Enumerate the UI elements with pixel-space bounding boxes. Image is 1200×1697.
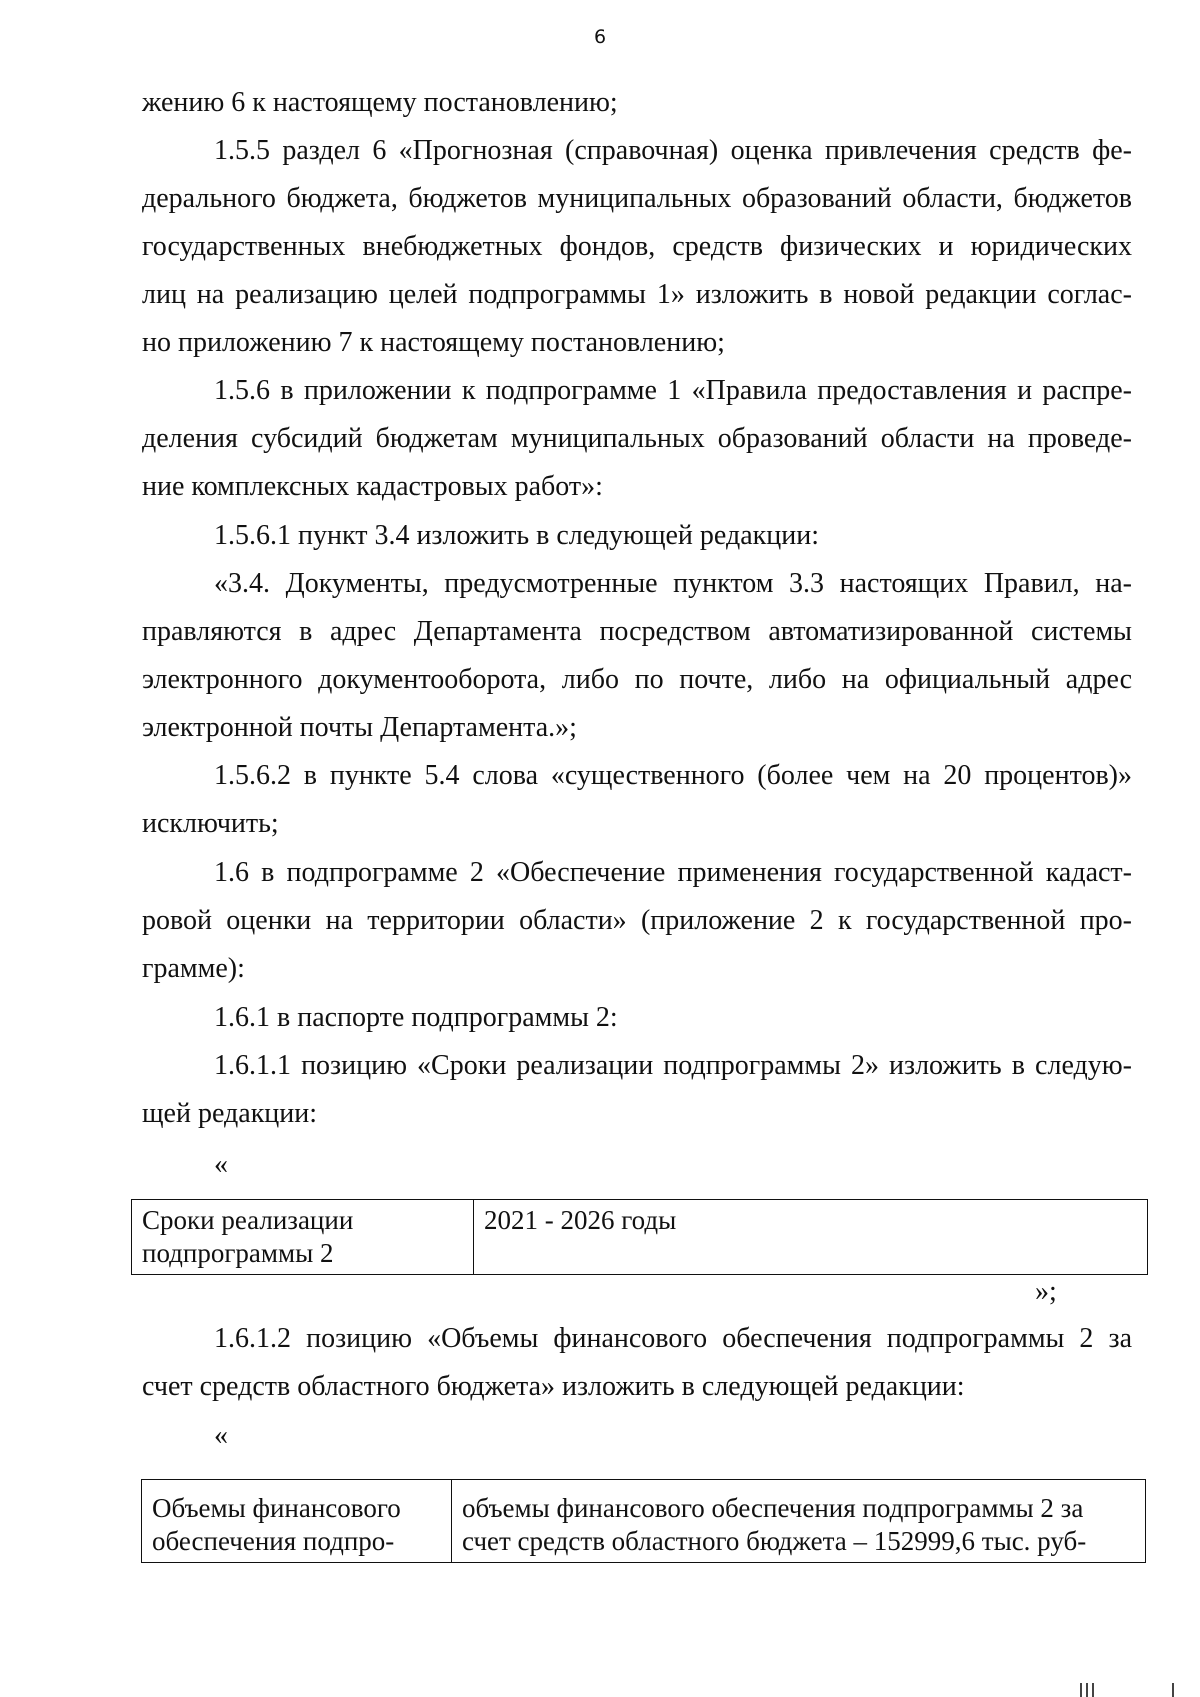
table-cell-label [142,1480,452,1563]
text-line: государственных внебюджетных фондов, средств физических и юридических [142,231,1132,262]
scan-mark [1092,1683,1094,1697]
scan-mark [1086,1683,1088,1697]
page-number: 6 [593,26,607,48]
table-row [132,1200,1148,1275]
text-line: лиц на реализацию целей подпрограммы 1» изложить в новой редакции соглас- [142,279,1132,310]
text-line: дерального бюджета, бюджетов муниципальных образований области, бюджетов [142,183,1132,214]
text-line: исключить; [142,808,279,839]
text-line: деления субсидий бюджетам муниципальных образований области на проведе- [142,423,1132,454]
table-cell-label [132,1200,474,1275]
text-line: грамме): [142,953,245,984]
text-line: ровой оценки на территории области» (приложение 2 к государственной про- [142,905,1132,936]
scan-mark [1080,1683,1082,1697]
close-quote: »; [1035,1276,1057,1307]
text-line: 1.6.1.2 позицию «Объемы финансового обеспечения подпрограммы 2 за [214,1323,1132,1354]
cell-text: счет средств областного бюджета – 152999,6 тыс. руб- [462,1526,1087,1556]
cell-text: Сроки реализации [142,1205,354,1235]
text-line: но приложению 7 к настоящему постановлению; [142,327,725,358]
cell-text: объемы финансового обеспечения подпрограммы 2 за [462,1493,1084,1523]
text-line: щей редакции: [142,1098,318,1129]
text-line: «3.4. Документы, предусмотренные пунктом 3.3 настоящих Правил, на- [214,568,1132,599]
text-line: 1.6.1 в паспорте подпрограммы 2: [214,1002,618,1033]
table-cell-value [452,1480,1146,1563]
text-line: электронного документооборота, либо по почте, либо на официальный адрес [142,664,1132,695]
text-line: 1.5.6 в приложении к подпрограмме 1 «Правила предоставления и распре- [214,375,1132,406]
text-line: жению 6 к настоящему постановлению; [142,87,618,118]
text-line: 1.5.6.2 в пункте 5.4 слова «существенного (более чем на 20 процентов)» [214,760,1132,791]
period-table [131,1199,1148,1275]
open-quote: « [214,1149,228,1180]
open-quote: « [214,1420,228,1451]
scan-mark [1172,1683,1174,1697]
text-line: правляются в адрес Департамента посредством автоматизированной системы [142,616,1132,647]
table-cell-value [474,1200,1148,1275]
text-line: электронной почты Департамента.»; [142,712,577,743]
text-line: счет средств областного бюджета» изложить в следующей редакции: [142,1371,965,1402]
text-line: 1.5.5 раздел 6 «Прогнозная (справочная) оценка привлечения средств фе- [214,135,1132,166]
cell-text: 2021 - 2026 годы [484,1205,677,1235]
cell-text: подпрограммы 2 [142,1238,334,1268]
table-row [142,1480,1146,1563]
text-line: 1.6.1.1 позицию «Сроки реализации подпрограммы 2» изложить в следую- [214,1050,1132,1081]
text-line: 1.6 в подпрограмме 2 «Обеспечение применения государственной кадаст- [214,857,1132,888]
text-line: 1.5.6.1 пункт 3.4 изложить в следующей редакции: [214,520,819,551]
cell-text: Объемы финансового [152,1493,401,1523]
cell-text: обеспечения подпро- [152,1526,395,1556]
text-line: ние комплексных кадастровых работ»: [142,471,603,502]
funding-table [141,1479,1146,1563]
